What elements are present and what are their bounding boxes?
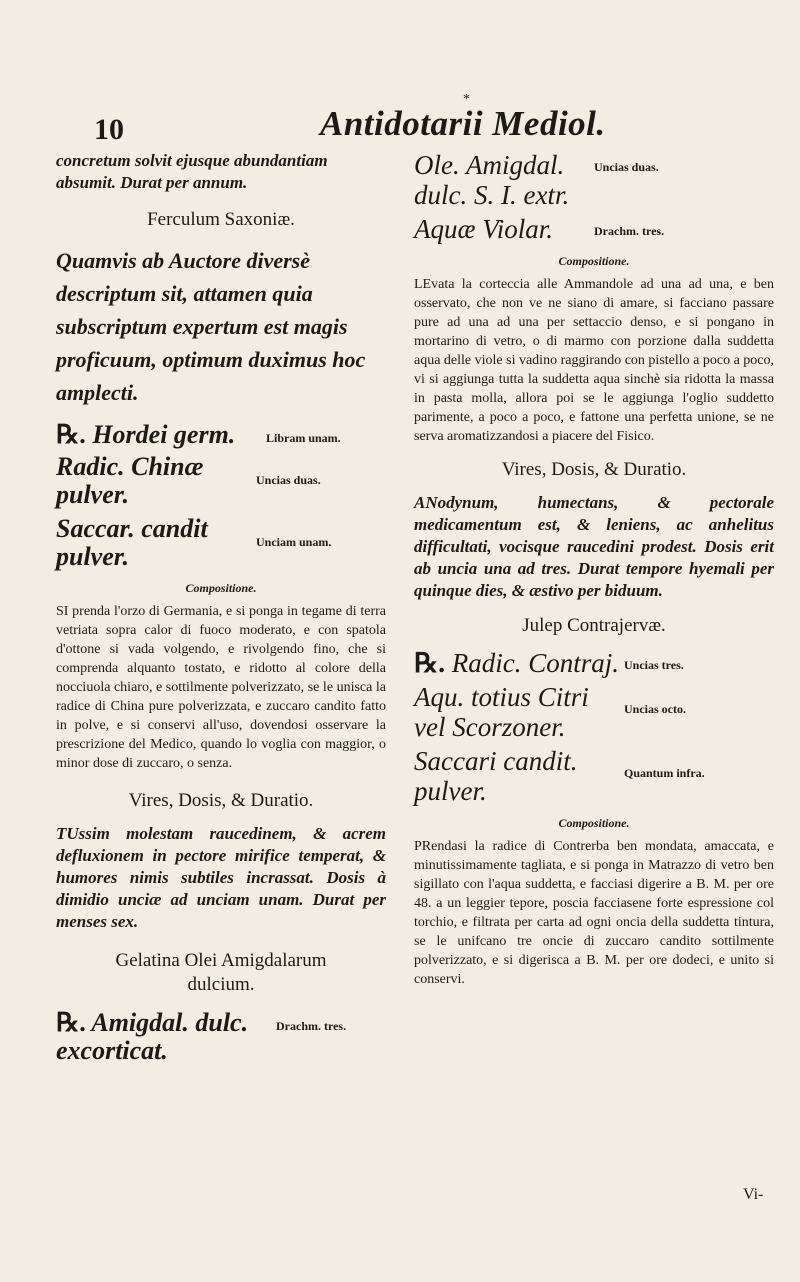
composition-label: Compositione. — [558, 254, 630, 268]
ingredient-amount: Drachm. tres. — [276, 1019, 347, 1033]
recipe-symbol: ℞. — [56, 1008, 86, 1037]
ingredient-name: Hordei germ. — [92, 420, 236, 449]
section-intro: Quamvis ab Auctore diversè descriptum sit, attamen quia subscriptum expertum est magis proficuum, optimum duximus hoc amplecti. — [56, 248, 366, 405]
recipe-symbol: ℞. — [414, 648, 445, 678]
vires-title: Vires, Dosis, & Duratio. — [501, 459, 687, 480]
ingredient-name: Radic. Contraj. — [451, 648, 619, 678]
composition-text: PRendasi la radice di Contrerba ben mondata, amaccata, e minutissimamente tagliata, e si ponga in Matrazzo di vetro ben sigillato con l'aqua suddetta, e facciasi digerire a B. M. per ore 48. a un leggier tepore, poscia facciasene forte espressione col torchio, e filtrata per carta ad ogni oncia della suddetta tintura, se le unifcano tre oncie di zuccaro candito sottilmente polverizzato, e si digerisca a B. M. per ore dodeci, e unito si conservi. — [414, 839, 774, 987]
ingredient-amount: Uncias octo. — [624, 702, 686, 716]
ingredient-name: Saccari candit. pulver. — [414, 746, 578, 806]
left-column — [56, 150, 386, 1065]
ingredient-row — [56, 1009, 386, 1065]
composition-text: SI prenda l'orzo di Germania, e si ponga in tegame di terra vetriata sopra calor di fuoco moderato, e con spatola d'ottone si vada volgendo, e rivolgendo fino, che si comprenda alquanto tostato, e ridotto al colore della nocciuola chiaro, e sottilmente polverizzato, se le unisca la radice di China pure polverizzata, e zuccaro candito fatto in polve, e si conservi all'uso, dovendosi osservare la prescrizione del Medico, quando lo voglia con maggior, o minor dose di zuccaro, o senza. — [56, 604, 386, 771]
section-title-cont: dulcium. — [187, 974, 255, 995]
ingredient-name: Amigdal. dulc. excorticat. — [56, 1008, 249, 1065]
catchword: Vi- — [743, 1186, 764, 1203]
vires-text: TUssim molestam raucedinem, & acrem defluxionem in pectore mirifice temperat, & humores nimis subtiles incrassat. Dosis à dimidio unciæ ad unciam unam. Durat per menses sex. — [56, 824, 386, 931]
ingredient-row — [56, 453, 386, 509]
ingredient-row — [56, 421, 386, 449]
ingredient-row — [56, 515, 386, 571]
composition-label: Compositione. — [185, 581, 257, 595]
ingredient-amount: Drachm. tres. — [594, 224, 665, 238]
ingredient-amount: Libram unam. — [266, 431, 341, 445]
ingredient-row — [414, 648, 774, 678]
recipe-symbol: ℞. — [56, 420, 86, 449]
header-mark: * — [463, 92, 470, 107]
section-title: Ferculum Saxoniæ. — [147, 209, 295, 230]
running-title: Antidotarii Mediol. — [320, 104, 606, 143]
ingredient-row — [414, 746, 774, 806]
ingredient-amount: Unciam unam. — [256, 535, 332, 549]
right-column — [414, 150, 774, 989]
composition-label: Compositione. — [558, 816, 630, 830]
ingredient-name: Saccar. candit pulver. — [56, 514, 208, 571]
ingredient-row — [414, 214, 774, 244]
ingredient-row — [414, 150, 774, 210]
ingredient-amount: Uncias duas. — [594, 160, 659, 174]
ingredient-name: Aqu. totius Citri vel Scorzoner. — [414, 682, 589, 742]
section-title: Julep Contrajervæ. — [522, 615, 666, 636]
ingredient-amount: Uncias duas. — [256, 473, 321, 487]
page-number: 10 — [94, 113, 124, 146]
ingredient-amount: Quantum infra. — [624, 766, 705, 780]
ingredient-name: Aquæ Violar. — [414, 214, 554, 244]
vires-title: Vires, Dosis, & Duratio. — [128, 790, 314, 811]
composition-text: LEvata la corteccia alle Ammandole ad una ad una, e ben osservato, che non ve ne siano di amare, si facciano passare pure ad una ad una per settaccio denso, e si pongano in mortarino di vetro, o di marmo con porzione dalla suddetta aqua delle viole si vadino raggirando con pistello a poco a poco, vi si aggiunga tutta la suddetta aqua sinchè sia ridotta la massa in pasta molla, allora poi se le aggiunga l'oglio suddetto parimente, a poco a poco, e fattone una perfetta unione, se ne serva aromatizzandosi a piacere del Fisico. — [414, 277, 775, 444]
opening-text: concretum solvit ejusque abundantiam absumit. Durat per annum. — [56, 151, 328, 192]
section-title: Gelatina Olei Amigdalarum — [115, 950, 327, 971]
vires-text: ANodynum, humectans, & pectorale medicamentum est, & leniens, ac anhelitus difficultati, vocisque raucedini prodest. Dosis erit ab uncia una ad tres. Durat tempore hyemali per quinque dies, & æstivo per biduum. — [414, 493, 774, 600]
ingredient-name: Radic. Chinæ pulver. — [56, 452, 204, 509]
ingredient-name: Ole. Amigdal. dulc. S. I. extr. — [414, 150, 570, 210]
ingredient-row — [414, 682, 774, 742]
ingredient-amount: Uncias tres. — [624, 658, 684, 672]
